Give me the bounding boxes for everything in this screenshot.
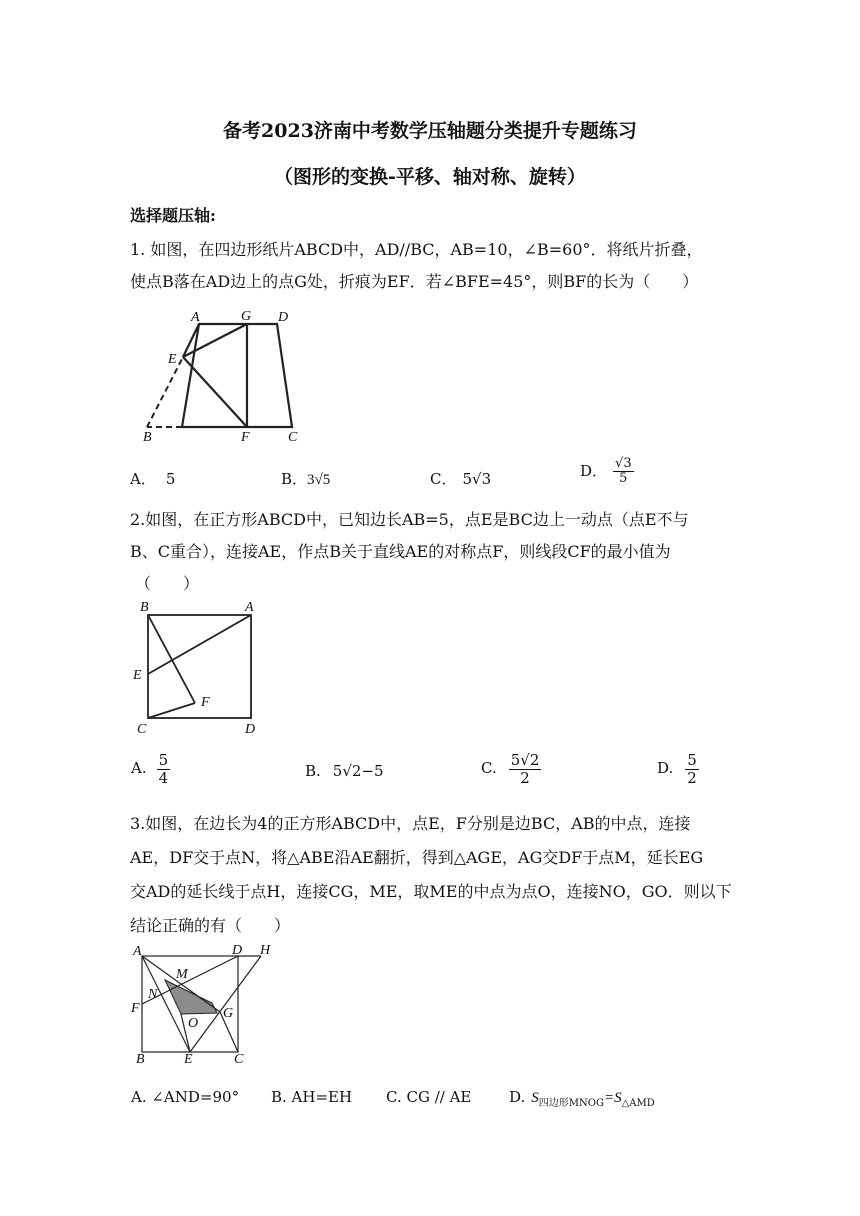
q2-label-a: A [245,600,254,615]
q3-option-c: C. CG // AE [386,1088,472,1106]
q2-square [148,615,251,718]
q2-option-b: B. 5√2−5 [305,762,384,780]
q1-label-f: F [241,430,250,445]
q3-label-m: M [176,967,188,982]
q1-option-d: D． $\frac{√3}{5}$ [580,456,632,487]
q2-text-line1: 2.如图，在正方形ABCD中，已知边长AB=5，点E是BC边上一动点（点E不与 [130,510,689,529]
q1-label-b: B [143,430,152,445]
q3-label-c: C [234,1052,244,1065]
page-subtitle: （图形的变换-平移、轴对称、旋转） [274,166,586,188]
q2-label-b: B [140,600,149,615]
q1-label-g: G [241,309,252,324]
q3-label-d: D [232,943,243,958]
q2-label-e: E [133,668,142,683]
page-title: 备考2023济南中考数学压轴题分类提升专题练习 [223,120,637,142]
section-heading: 选择题压轴: [130,206,216,225]
q2-label-c: C [137,722,147,737]
q2-figure [130,597,270,739]
q1-label-a: A [191,310,200,325]
q3-option-b: B. AH=EH [271,1088,353,1106]
q2-text-line2: B、C重合），连接AE，作点B关于直线AE的对称点F，则线段CF的最小值为 [130,542,671,561]
q1-figure [135,305,315,450]
q3-label-e: E [184,1052,193,1065]
q3-label-f: F [131,1001,140,1016]
q3-option-d: D. $S_{四边形MNOG}=S_{\triangle AMD}$ [509,1088,655,1109]
q3-text-line4: 结论正确的有（ ） [130,916,291,935]
q1-label-c: C [288,430,298,445]
q3-label-n: N [148,987,158,1002]
q2-segment-bf [148,615,195,703]
q3-figure [128,940,278,1065]
q3-shaded-quadrilateral [165,980,217,1014]
q3-text-line3: 交AD的延长线于点H，连接CG，ME，取ME的中点为点O，连接NO，GO．则以下 [130,882,732,901]
q3-text-line2: AE，DF交于点N，将△ABE沿AE翻折，得到△AGE，AG交DF于点M，延长EG [130,848,704,867]
q1-label-d: D [278,310,289,325]
q2-option-d: D. $\frac{5}{2}$ [657,751,697,787]
q1-dashed-be [147,357,183,427]
q3-text-line1: 3.如图，在边长为4的正方形ABCD中，点E，F分别是边BC，AB的中点，连接 [130,814,691,833]
q3-option-a: A. ∠AND=90° [131,1088,240,1106]
q3-label-o: O [188,1016,199,1031]
q1-text-line2: 使点B落在AD边上的点G处，折痕为EF．若∠BFE=45°，则BF的长为（ ） [130,272,699,291]
q2-label-f: F [201,695,210,710]
q3-label-b: B [136,1052,145,1065]
q2-option-a: A. $\frac{5}{4}$ [131,751,169,787]
q1-label-e: E [168,352,177,367]
q1-option-b: B．3√5 [281,470,331,488]
q2-text-line3: （ ） [135,574,200,593]
q1-option-c: C． 5√3 [430,470,492,488]
q2-label-d: D [245,722,256,737]
q2-option-c: C. $\frac{5√2}{2}$ [481,751,540,787]
q3-label-a: A [133,944,142,959]
q1-text-line1: 1. 如图，在四边形纸片ABCD中，AD//BC，AB=10，∠B=60°．将纸片折叠， [130,240,703,259]
q1-segment-eg [183,324,247,357]
q2-segment-cf [148,703,195,718]
q1-option-a: A． 5 [130,470,176,488]
q3-label-h: H [260,943,271,958]
q3-label-g: G [223,1006,234,1021]
q1-crease-ef [183,357,247,427]
